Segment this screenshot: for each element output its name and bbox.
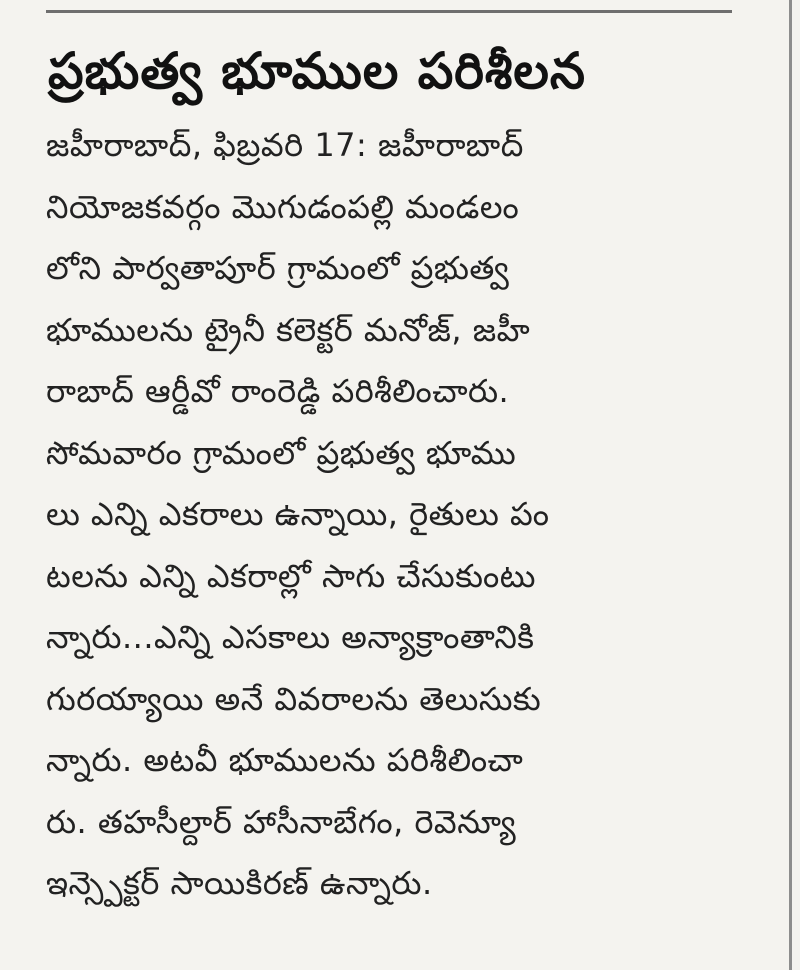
article-line: గురయ్యాయి అనే వివరాలను తెలుసుకు (46, 679, 542, 718)
article-line: భూములను ట్రైనీ కలెక్టర్ మనోజ్, జహీ (46, 310, 531, 349)
article-line: రాబాద్ ఆర్డీవో రాంరెడ్డి పరిశీలించారు. (46, 372, 510, 410)
top-rule (46, 10, 732, 13)
article-line: టలను ఎన్ని ఎకరాల్లో సాగు చేసుకుంటు (46, 556, 536, 595)
article-line: నియోజకవర్గం మొగుడంపల్లి మండలం (46, 187, 520, 226)
article-line: న్నారు...ఎన్ని ఎసకాలు అన్యాక్రాంతానికి (46, 618, 535, 656)
article-line: జహీరాబాద్, ఫిబ్రవరి 17: జహీరాబాద్ (46, 126, 524, 164)
article-body (46, 115, 766, 915)
article-line: లోని పార్వతాపూర్ గ్రామంలో ప్రభుత్వ (46, 249, 510, 287)
article-line: ఇన్స్పెక్టర్ సాయికిరణ్ ఉన్నారు. (46, 864, 433, 902)
article-line: సోమవారం గ్రామంలో ప్రభుత్వ భూము (46, 433, 517, 472)
article-line: లు ఎన్ని ఎకరాలు ఉన్నాయి, రైతులు పం (46, 495, 550, 533)
article-line: న్నారు. అటవీ భూములను పరిశీలించా (46, 741, 524, 779)
right-column-rule (789, 0, 792, 970)
article-headline: ప్రభుత్వ భూముల పరిశీలన (48, 42, 586, 100)
article-line: రు. తహసీల్దార్ హాసీనాబేగం, రెవెన్యూ (46, 802, 517, 841)
